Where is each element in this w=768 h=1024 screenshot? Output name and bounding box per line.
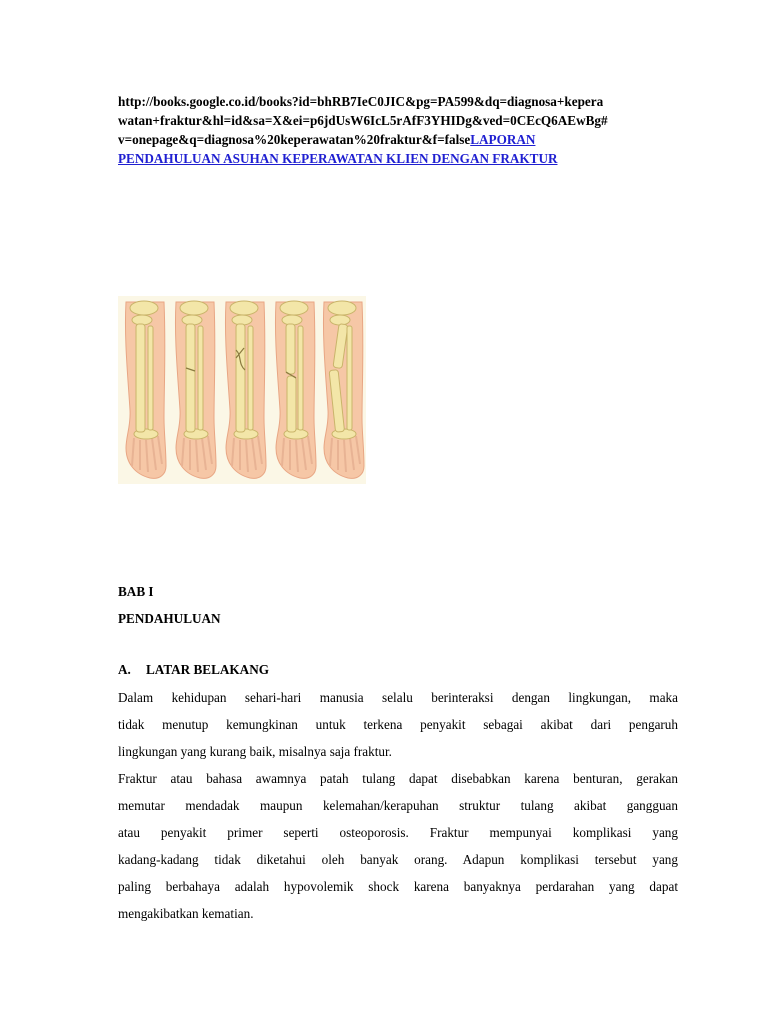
section-number: A. [118, 662, 131, 677]
section-title: LATAR BELAKANG [146, 662, 269, 677]
paragraph-2 [118, 765, 678, 927]
paragraph-2-line-6: mengakibatkan kematian. [118, 906, 254, 921]
section-heading [118, 661, 269, 679]
report-title-link-part-1[interactable]: LAPORAN [470, 132, 536, 147]
source-url-line-4 [118, 149, 680, 168]
source-url-line-1: http://books.google.co.id/books?id=bhRB7IeC0JIC&pg=PA599&dq=diagnosa+kepera [118, 94, 604, 109]
source-url-block [118, 92, 680, 168]
leg-fracture-illustration-icon [118, 296, 366, 484]
source-url-line-2: watan+fraktur&hl=id&sa=X&ei=p6jdUsW6IcL5rAfF3YHIDg&ved=0CEcQ6AEwBg# [118, 113, 608, 128]
fracture-types-figure [118, 296, 366, 484]
source-url-line-3-text: v=onepage&q=diagnosa%20keperawatan%20fraktur&f=false [118, 132, 471, 147]
leg-oblique-fracture [275, 301, 316, 478]
paragraph-2-line-3: atau penyakit primer seperti osteoporosis. Fraktur mempunyai komplikasi yang [118, 825, 678, 840]
leg-normal [125, 301, 166, 478]
leg-displaced-fracture [323, 301, 364, 478]
chapter-number: BAB I [118, 584, 154, 599]
paragraph-1-line-2: tidak menutup kemungkinan untuk terkena penyakit sebagai akibat dari pengaruh [118, 717, 678, 732]
chapter-title: PENDAHULUAN [118, 611, 221, 626]
paragraph-2-line-4: kadang-kadang tidak diketahui oleh banyak orang. Adapun komplikasi tersebut yang [118, 852, 678, 867]
paragraph-1-line-1: Dalam kehidupan sehari-hari manusia selalu berinteraksi dengan lingkungan, maka [118, 690, 678, 705]
paragraph-1 [118, 684, 678, 765]
source-url-line-3 [118, 130, 680, 149]
paragraph-2-line-2: memutar mendadak maupun kelemahan/kerapuhan struktur tulang akibat gangguan [118, 798, 678, 813]
report-title-link-part-2[interactable]: PENDAHULUAN ASUHAN KEPERAWATAN KLIEN DENGAN FRAKTUR [118, 151, 558, 166]
paragraph-1-line-3: lingkungan yang kurang baik, misalnya saja fraktur. [118, 744, 392, 759]
paragraph-2-line-1: Fraktur atau bahasa awamnya patah tulang dapat disebabkan karena benturan, gerakan [118, 771, 678, 786]
paragraph-2-line-5: paling berbahaya adalah hypovolemik shock karena banyaknya perdarahan yang dapat [118, 879, 678, 894]
leg-transverse-fracture [175, 301, 216, 478]
leg-spiral-fracture [225, 301, 266, 478]
